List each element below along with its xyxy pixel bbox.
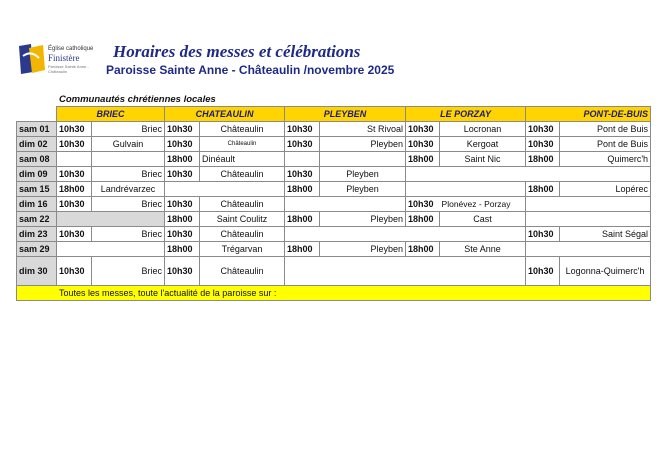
briec-place: Briec bbox=[92, 167, 165, 182]
porzay-place: Ste Anne bbox=[440, 242, 526, 257]
header-corner bbox=[17, 107, 57, 122]
chateaulin-place: Châteaulin bbox=[200, 167, 285, 182]
empty-cell bbox=[285, 227, 526, 242]
chateaulin-time: 18h00 bbox=[165, 242, 200, 257]
pont-time: 10h30 bbox=[526, 257, 560, 286]
table-row bbox=[17, 122, 651, 137]
chateaulin-place: Châteaulin bbox=[200, 122, 285, 137]
empty-cell bbox=[57, 212, 165, 227]
briec-place bbox=[92, 152, 165, 167]
day-cell: dim 30 bbox=[17, 257, 57, 286]
briec-place: Gulvain bbox=[92, 137, 165, 152]
footer-text: Toutes les messes, toute l'actualité de la paroisse sur : bbox=[59, 288, 277, 298]
col-header-chateaulin: CHATEAULIN bbox=[165, 107, 285, 122]
pleyben-time: 10h30 bbox=[285, 137, 320, 152]
chateaulin-time: 10h30 bbox=[165, 257, 200, 286]
briec-time: 10h30 bbox=[57, 197, 92, 212]
pont-place: Pont de Buis bbox=[560, 122, 651, 137]
pleyben-time: 10h30 bbox=[285, 122, 320, 137]
briec-time: 10h30 bbox=[57, 257, 92, 286]
pleyben-place bbox=[320, 152, 406, 167]
empty-cell bbox=[406, 167, 651, 182]
pleyben-place: Pleyben bbox=[320, 137, 406, 152]
diocese-logo bbox=[17, 42, 97, 82]
porzay-time: 10h30 bbox=[406, 137, 440, 152]
briec-time: 18h00 bbox=[57, 182, 92, 197]
pont-time: 18h00 bbox=[526, 152, 560, 167]
table-row bbox=[17, 197, 651, 212]
porzay-time: 18h00 bbox=[406, 212, 440, 227]
empty-cell bbox=[526, 212, 651, 227]
chateaulin-place: Dinéault bbox=[200, 152, 285, 167]
col-header-pleyben: PLEYBEN bbox=[285, 107, 406, 122]
briec-place: Landrévarzec bbox=[92, 182, 165, 197]
day-cell: sam 22 bbox=[17, 212, 57, 227]
table-row bbox=[17, 167, 651, 182]
porzay-time: 10h30 bbox=[406, 197, 440, 212]
briec-place: Briec bbox=[92, 197, 165, 212]
chateaulin-time: 10h30 bbox=[165, 197, 200, 212]
briec-time: 10h30 bbox=[57, 137, 92, 152]
pont-place: Pont de Buis bbox=[560, 137, 651, 152]
pont-time: 18h00 bbox=[526, 182, 560, 197]
briec-time bbox=[57, 152, 92, 167]
page-title: Horaires des messes et célébrations bbox=[113, 42, 361, 61]
day-cell: sam 01 bbox=[17, 122, 57, 137]
chateaulin-place: Châteaulin bbox=[200, 227, 285, 242]
col-header-pont-de-buis: PONT-DE-BUIS bbox=[526, 107, 651, 122]
pont-time: 10h30 bbox=[526, 137, 560, 152]
footer-cell bbox=[17, 286, 651, 301]
pleyben-place: Pleyben bbox=[320, 167, 406, 182]
logo-mark-icon bbox=[17, 42, 47, 76]
pont-place: Saint Ségal bbox=[560, 227, 651, 242]
porzay-place: Cast bbox=[440, 212, 526, 227]
chateaulin-time: 10h30 bbox=[165, 122, 200, 137]
pleyben-place: Pleyben bbox=[320, 212, 406, 227]
table-row bbox=[17, 137, 651, 152]
col-header-briec: BRIEC bbox=[57, 107, 165, 122]
table-row bbox=[17, 242, 651, 257]
day-cell: dim 09 bbox=[17, 167, 57, 182]
day-cell: dim 16 bbox=[17, 197, 57, 212]
empty-cell bbox=[285, 257, 526, 286]
pont-place: Quimerc'h bbox=[560, 152, 651, 167]
porzay-place: Locronan bbox=[440, 122, 526, 137]
logo-line2: Finistère bbox=[48, 53, 80, 63]
logo-line1: Église catholique bbox=[48, 46, 94, 52]
briec-place: Briec bbox=[92, 122, 165, 137]
pleyben-time: 18h00 bbox=[285, 212, 320, 227]
col-header-le-porzay: LE PORZAY bbox=[406, 107, 526, 122]
empty-cell bbox=[165, 182, 285, 197]
pleyben-place: St Rivoal bbox=[320, 122, 406, 137]
day-cell: dim 02 bbox=[17, 137, 57, 152]
pont-place: Logonna-Quimerc'h bbox=[560, 257, 651, 286]
pont-time: 10h30 bbox=[526, 122, 560, 137]
schedule-table bbox=[16, 106, 651, 301]
table-row bbox=[17, 212, 651, 227]
porzay-time: 10h30 bbox=[406, 122, 440, 137]
pleyben-time: 18h00 bbox=[285, 242, 320, 257]
pont-place: Lopérec bbox=[560, 182, 651, 197]
day-cell: sam 15 bbox=[17, 182, 57, 197]
chateaulin-place: Châteaulin bbox=[200, 197, 285, 212]
table-row bbox=[17, 257, 651, 286]
briec-time: 10h30 bbox=[57, 122, 92, 137]
chateaulin-place: Saint Coulitz bbox=[200, 212, 285, 227]
chateaulin-place: Châteaulin bbox=[200, 137, 285, 152]
day-cell: dim 23 bbox=[17, 227, 57, 242]
pleyben-time bbox=[285, 152, 320, 167]
section-label: Communautés chrétiennes locales bbox=[59, 94, 216, 105]
table-row bbox=[17, 227, 651, 242]
chateaulin-time: 10h30 bbox=[165, 227, 200, 242]
page-subtitle: Paroisse Sainte Anne - Châteaulin /novembre 2025 bbox=[106, 63, 395, 77]
empty-cell bbox=[526, 242, 651, 257]
table-row bbox=[17, 152, 651, 167]
chateaulin-place: Trégarvan bbox=[200, 242, 285, 257]
chateaulin-place: Châteaulin bbox=[200, 257, 285, 286]
briec-time: 10h30 bbox=[57, 167, 92, 182]
porzay-time: 18h00 bbox=[406, 242, 440, 257]
empty-cell bbox=[57, 242, 165, 257]
logo-line3: Paroisse Sainte Anne - Châteaulin bbox=[48, 64, 89, 74]
chateaulin-time: 10h30 bbox=[165, 167, 200, 182]
table-header-row bbox=[17, 107, 651, 122]
pleyben-place: Pleyben bbox=[320, 242, 406, 257]
porzay-place: Saint Nic bbox=[440, 152, 526, 167]
pleyben-time: 10h30 bbox=[285, 167, 320, 182]
empty-cell bbox=[406, 182, 526, 197]
briec-place: Briec bbox=[92, 257, 165, 286]
porzay-time: 18h00 bbox=[406, 152, 440, 167]
porzay-place: Plonévez - Porzay bbox=[440, 197, 526, 212]
chateaulin-time: 18h00 bbox=[165, 152, 200, 167]
pleyben-place: Pleyben bbox=[320, 182, 406, 197]
porzay-place: Kergoat bbox=[440, 137, 526, 152]
day-cell: sam 29 bbox=[17, 242, 57, 257]
empty-cell bbox=[526, 197, 651, 212]
empty-cell bbox=[285, 197, 406, 212]
chateaulin-time: 10h30 bbox=[165, 137, 200, 152]
pont-time: 10h30 bbox=[526, 227, 560, 242]
chateaulin-time: 18h00 bbox=[165, 212, 200, 227]
pleyben-time: 18h00 bbox=[285, 182, 320, 197]
briec-time: 10h30 bbox=[57, 227, 92, 242]
footer-row bbox=[17, 286, 651, 301]
briec-place: Briec bbox=[92, 227, 165, 242]
table-row bbox=[17, 182, 651, 197]
day-cell: sam 08 bbox=[17, 152, 57, 167]
